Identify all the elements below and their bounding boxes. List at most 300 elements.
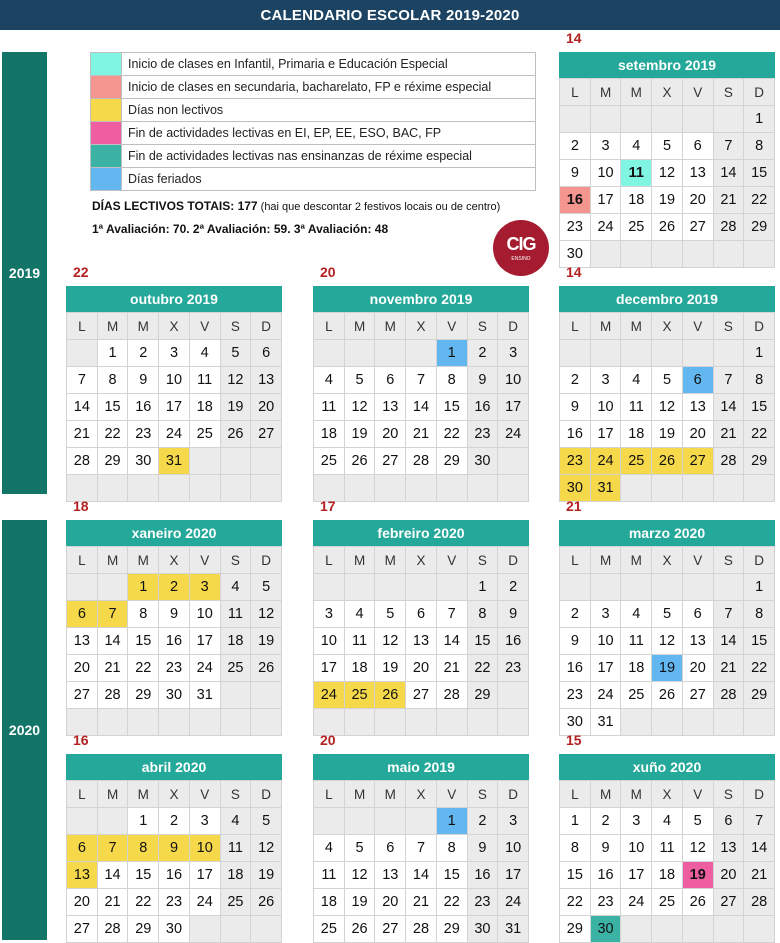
day-cell: 26 (345, 448, 375, 474)
day-cell: 13 (683, 394, 713, 420)
day-cell: 28 (98, 916, 128, 942)
weekday-header: L (314, 313, 344, 339)
day-cell: 18 (652, 862, 682, 888)
teaching-days-count: 20 (320, 264, 336, 280)
day-cell: 27 (67, 916, 97, 942)
day-cell: 15 (437, 862, 467, 888)
day-cell: 20 (406, 655, 436, 681)
day-cell: 7 (98, 601, 128, 627)
month-grid (313, 780, 529, 943)
day-cell: 11 (314, 394, 344, 420)
day-cell: 30 (560, 709, 590, 735)
day-cell: 7 (98, 835, 128, 861)
month-decembro (559, 264, 775, 502)
weekday-header: D (498, 547, 528, 573)
day-cell: 8 (128, 601, 158, 627)
day-cell: 6 (683, 133, 713, 159)
month-grid (66, 312, 282, 502)
empty-cell (591, 340, 621, 366)
day-cell: 27 (375, 448, 405, 474)
empty-cell (714, 106, 744, 132)
empty-cell (128, 475, 158, 501)
day-cell: 29 (560, 916, 590, 942)
weekday-header: L (560, 781, 590, 807)
empty-cell (560, 340, 590, 366)
day-cell: 25 (221, 889, 251, 915)
day-cell: 23 (560, 214, 590, 240)
day-cell: 27 (67, 682, 97, 708)
weekday-header: M (98, 313, 128, 339)
empty-cell (251, 475, 281, 501)
year-label-2020: 2020 (2, 520, 47, 940)
empty-cell (159, 475, 189, 501)
empty-cell (190, 709, 220, 735)
day-cell: 13 (683, 160, 713, 186)
day-cell: 22 (128, 655, 158, 681)
month-title: setembro 2019 (559, 52, 775, 78)
empty-cell (560, 106, 590, 132)
day-cell: 18 (221, 628, 251, 654)
day-cell: 24 (498, 889, 528, 915)
day-cell: 7 (714, 367, 744, 393)
day-cell: 16 (128, 394, 158, 420)
day-cell: 8 (468, 601, 498, 627)
day-cell: 28 (714, 214, 744, 240)
empty-cell (375, 475, 405, 501)
weekday-header: S (468, 781, 498, 807)
weekday-header: D (251, 313, 281, 339)
weekday-header: S (714, 79, 744, 105)
day-cell: 12 (251, 601, 281, 627)
legend-item-inicio-sec (91, 76, 535, 99)
empty-cell (714, 916, 744, 942)
empty-cell (683, 340, 713, 366)
day-cell: 3 (314, 601, 344, 627)
day-cell: 19 (652, 187, 682, 213)
month-grid (66, 780, 282, 943)
day-cell: 8 (744, 601, 774, 627)
weekday-header: S (714, 781, 744, 807)
day-cell: 22 (744, 655, 774, 681)
weekday-header: V (190, 313, 220, 339)
day-cell: 3 (621, 808, 651, 834)
legend-label: Fin de actividades lectivas en EI, EP, EE, ESO, BAC, FP (128, 126, 442, 140)
day-cell: 3 (591, 367, 621, 393)
empty-cell (221, 916, 251, 942)
day-cell: 15 (128, 862, 158, 888)
day-cell: 15 (468, 628, 498, 654)
day-cell: 7 (714, 133, 744, 159)
day-cell: 8 (744, 133, 774, 159)
day-cell: 12 (652, 160, 682, 186)
day-cell: 8 (744, 367, 774, 393)
day-cell: 14 (714, 394, 744, 420)
empty-cell (221, 448, 251, 474)
weekday-header: M (591, 547, 621, 573)
empty-cell (345, 808, 375, 834)
day-cell: 25 (314, 448, 344, 474)
day-cell: 17 (621, 862, 651, 888)
day-cell: 19 (375, 655, 405, 681)
day-cell: 23 (468, 889, 498, 915)
day-cell: 9 (560, 394, 590, 420)
teaching-days-count: 21 (566, 498, 582, 514)
day-cell: 29 (128, 682, 158, 708)
day-cell: 12 (221, 367, 251, 393)
weekday-header: V (190, 781, 220, 807)
day-cell: 23 (498, 655, 528, 681)
empty-cell (744, 916, 774, 942)
day-cell: 10 (314, 628, 344, 654)
day-cell: 22 (437, 421, 467, 447)
day-cell: 14 (98, 862, 128, 888)
weekday-header: D (498, 313, 528, 339)
day-cell: 30 (159, 682, 189, 708)
month-grid (559, 312, 775, 502)
month-title: febreiro 2020 (313, 520, 529, 546)
day-cell: 28 (437, 682, 467, 708)
day-cell: 10 (591, 160, 621, 186)
day-cell: 24 (591, 682, 621, 708)
empty-cell (591, 106, 621, 132)
month-maio (313, 732, 529, 943)
empty-cell (159, 709, 189, 735)
day-cell: 3 (591, 601, 621, 627)
day-cell: 1 (128, 808, 158, 834)
day-cell: 27 (683, 214, 713, 240)
weekday-header: D (498, 781, 528, 807)
empty-cell (744, 475, 774, 501)
weekday-header: X (652, 313, 682, 339)
day-cell: 28 (406, 916, 436, 942)
month-grid (559, 780, 775, 943)
day-cell: 14 (437, 628, 467, 654)
day-cell: 14 (98, 628, 128, 654)
day-cell: 17 (190, 862, 220, 888)
day-cell: 11 (221, 835, 251, 861)
day-cell: 5 (251, 574, 281, 600)
day-cell: 22 (744, 421, 774, 447)
day-cell: 10 (159, 367, 189, 393)
day-cell: 3 (498, 340, 528, 366)
weekday-header: S (221, 781, 251, 807)
empty-cell (621, 709, 651, 735)
empty-cell (498, 682, 528, 708)
day-cell: 4 (221, 808, 251, 834)
day-cell: 1 (437, 808, 467, 834)
day-cell: 13 (683, 628, 713, 654)
weekday-header: X (406, 313, 436, 339)
weekday-header: V (437, 547, 467, 573)
empty-cell (437, 475, 467, 501)
day-cell: 2 (159, 574, 189, 600)
legend-swatch (91, 168, 122, 190)
day-cell: 25 (221, 655, 251, 681)
day-cell: 5 (652, 601, 682, 627)
day-cell: 30 (159, 916, 189, 942)
day-cell: 7 (406, 367, 436, 393)
day-cell: 9 (468, 367, 498, 393)
weekday-header: M (98, 547, 128, 573)
day-cell: 23 (560, 448, 590, 474)
day-cell: 25 (314, 916, 344, 942)
empty-cell (128, 709, 158, 735)
weekday-header: D (744, 547, 774, 573)
weekday-header: M (345, 547, 375, 573)
day-cell: 5 (652, 133, 682, 159)
day-cell: 21 (714, 421, 744, 447)
day-cell: 12 (652, 394, 682, 420)
day-cell: 16 (591, 862, 621, 888)
weekday-header: M (591, 313, 621, 339)
empty-cell (345, 709, 375, 735)
weekday-header: X (652, 79, 682, 105)
legend-swatch (91, 145, 122, 167)
empty-cell (560, 574, 590, 600)
month-setembro (559, 30, 775, 268)
empty-cell (714, 709, 744, 735)
month-novembro (313, 264, 529, 502)
legend (90, 52, 536, 191)
month-title: novembro 2019 (313, 286, 529, 312)
empty-cell (621, 916, 651, 942)
day-cell: 14 (714, 160, 744, 186)
day-cell: 18 (314, 421, 344, 447)
day-cell: 21 (98, 655, 128, 681)
day-cell: 19 (345, 421, 375, 447)
legend-swatch (91, 122, 122, 144)
day-cell: 2 (128, 340, 158, 366)
day-cell: 25 (190, 421, 220, 447)
day-cell: 29 (744, 682, 774, 708)
day-cell: 26 (221, 421, 251, 447)
legend-swatch (91, 99, 122, 121)
day-cell: 22 (98, 421, 128, 447)
day-cell: 16 (159, 628, 189, 654)
weekday-header: L (560, 313, 590, 339)
logo-caption: ENSINO (511, 255, 531, 262)
day-cell: 2 (560, 367, 590, 393)
empty-cell (345, 574, 375, 600)
day-cell: 4 (652, 808, 682, 834)
weekday-header: M (345, 781, 375, 807)
day-cell: 6 (67, 601, 97, 627)
weekday-header: M (375, 313, 405, 339)
empty-cell (468, 475, 498, 501)
day-cell: 17 (591, 421, 621, 447)
day-cell: 2 (560, 133, 590, 159)
day-cell: 7 (714, 601, 744, 627)
day-cell: 29 (128, 916, 158, 942)
weekday-header: X (159, 313, 189, 339)
day-cell: 1 (98, 340, 128, 366)
day-cell: 16 (560, 655, 590, 681)
day-cell: 4 (221, 574, 251, 600)
day-cell: 23 (159, 889, 189, 915)
empty-cell (190, 916, 220, 942)
day-cell: 22 (744, 187, 774, 213)
empty-cell (652, 574, 682, 600)
day-cell: 6 (683, 601, 713, 627)
day-cell: 13 (406, 628, 436, 654)
day-cell: 25 (621, 682, 651, 708)
day-cell: 4 (621, 133, 651, 159)
day-cell: 25 (621, 214, 651, 240)
weekday-header: S (714, 313, 744, 339)
day-cell: 26 (251, 655, 281, 681)
day-cell: 24 (591, 214, 621, 240)
month-title: abril 2020 (66, 754, 282, 780)
empty-cell (621, 106, 651, 132)
day-cell: 5 (251, 808, 281, 834)
day-cell: 15 (560, 862, 590, 888)
empty-cell (345, 475, 375, 501)
day-cell: 1 (744, 574, 774, 600)
day-cell: 21 (406, 421, 436, 447)
empty-cell (498, 475, 528, 501)
teaching-days-count: 15 (566, 732, 582, 748)
day-cell: 22 (128, 889, 158, 915)
day-cell: 23 (128, 421, 158, 447)
empty-cell (437, 574, 467, 600)
day-cell: 21 (714, 655, 744, 681)
day-cell: 23 (468, 421, 498, 447)
day-cell: 17 (591, 187, 621, 213)
day-cell: 6 (406, 601, 436, 627)
day-cell: 9 (128, 367, 158, 393)
day-cell: 24 (190, 655, 220, 681)
day-cell: 13 (714, 835, 744, 861)
weekday-header: M (128, 313, 158, 339)
empty-cell (652, 709, 682, 735)
day-cell: 2 (468, 340, 498, 366)
day-cell: 26 (683, 889, 713, 915)
weekday-header: M (621, 781, 651, 807)
empty-cell (621, 574, 651, 600)
month-xuño (559, 732, 775, 943)
day-cell: 2 (498, 574, 528, 600)
teaching-days-count: 17 (320, 498, 336, 514)
weekday-header: X (159, 781, 189, 807)
weekday-header: M (621, 313, 651, 339)
weekday-header: X (406, 547, 436, 573)
day-cell: 29 (437, 448, 467, 474)
day-cell: 16 (560, 421, 590, 447)
day-cell: 3 (591, 133, 621, 159)
day-cell: 5 (375, 601, 405, 627)
day-cell: 9 (159, 601, 189, 627)
day-cell: 28 (714, 448, 744, 474)
day-cell: 11 (652, 835, 682, 861)
day-cell: 26 (375, 682, 405, 708)
empty-cell (221, 475, 251, 501)
legend-label: Días feriados (128, 172, 202, 186)
day-cell: 28 (67, 448, 97, 474)
day-cell: 21 (406, 889, 436, 915)
empty-cell (683, 241, 713, 267)
day-cell: 18 (190, 394, 220, 420)
weekday-header: D (744, 781, 774, 807)
legend-item-nonlec (91, 99, 535, 122)
day-cell: 16 (560, 187, 590, 213)
day-cell: 24 (591, 448, 621, 474)
day-cell: 29 (98, 448, 128, 474)
day-cell: 2 (159, 808, 189, 834)
total-days-note: (hai que descontar 2 festivos locais ou de centro) (257, 201, 501, 213)
weekday-header: M (128, 781, 158, 807)
day-cell: 4 (621, 601, 651, 627)
day-cell: 10 (498, 367, 528, 393)
month-title: xuño 2020 (559, 754, 775, 780)
day-cell: 21 (437, 655, 467, 681)
weekday-header: M (591, 79, 621, 105)
day-cell: 16 (159, 862, 189, 888)
empty-cell (683, 106, 713, 132)
weekday-header: M (375, 781, 405, 807)
empty-cell (652, 475, 682, 501)
day-cell: 26 (652, 214, 682, 240)
day-cell: 14 (744, 835, 774, 861)
day-cell: 10 (591, 628, 621, 654)
legend-label: Días non lectivos (128, 103, 224, 117)
day-cell: 18 (345, 655, 375, 681)
day-cell: 28 (714, 682, 744, 708)
day-cell: 1 (744, 106, 774, 132)
day-cell: 27 (683, 448, 713, 474)
empty-cell (744, 709, 774, 735)
teaching-days-count: 14 (566, 264, 582, 280)
day-cell: 6 (375, 367, 405, 393)
day-cell: 21 (98, 889, 128, 915)
day-cell: 29 (744, 448, 774, 474)
day-cell: 13 (375, 394, 405, 420)
day-cell: 19 (652, 421, 682, 447)
day-cell: 5 (652, 367, 682, 393)
empty-cell (437, 709, 467, 735)
day-cell: 8 (437, 835, 467, 861)
day-cell: 31 (159, 448, 189, 474)
day-cell: 22 (437, 889, 467, 915)
day-cell: 23 (159, 655, 189, 681)
empty-cell (375, 808, 405, 834)
day-cell: 18 (621, 655, 651, 681)
total-days-label: DÍAS LECTIVOS TOTAIS: 177 (92, 199, 258, 213)
empty-cell (652, 106, 682, 132)
day-cell: 4 (314, 367, 344, 393)
weekday-header: L (67, 547, 97, 573)
empty-cell (621, 241, 651, 267)
day-cell: 14 (406, 862, 436, 888)
month-grid (313, 312, 529, 502)
day-cell: 28 (406, 448, 436, 474)
weekday-header: S (468, 313, 498, 339)
day-cell: 20 (67, 889, 97, 915)
empty-cell (591, 241, 621, 267)
day-cell: 6 (375, 835, 405, 861)
day-cell: 13 (67, 628, 97, 654)
day-cell: 20 (683, 421, 713, 447)
day-cell: 1 (437, 340, 467, 366)
day-cell: 6 (67, 835, 97, 861)
legend-item-inicio-inf (91, 53, 535, 76)
day-cell: 6 (683, 367, 713, 393)
empty-cell (375, 574, 405, 600)
empty-cell (683, 475, 713, 501)
weekday-header: M (98, 781, 128, 807)
evaluations-text: 1ª Avaliación: 70. 2ª Avaliación: 59. 3ª Avaliación: 48 (92, 222, 389, 236)
weekday-header: V (683, 781, 713, 807)
empty-cell (221, 682, 251, 708)
